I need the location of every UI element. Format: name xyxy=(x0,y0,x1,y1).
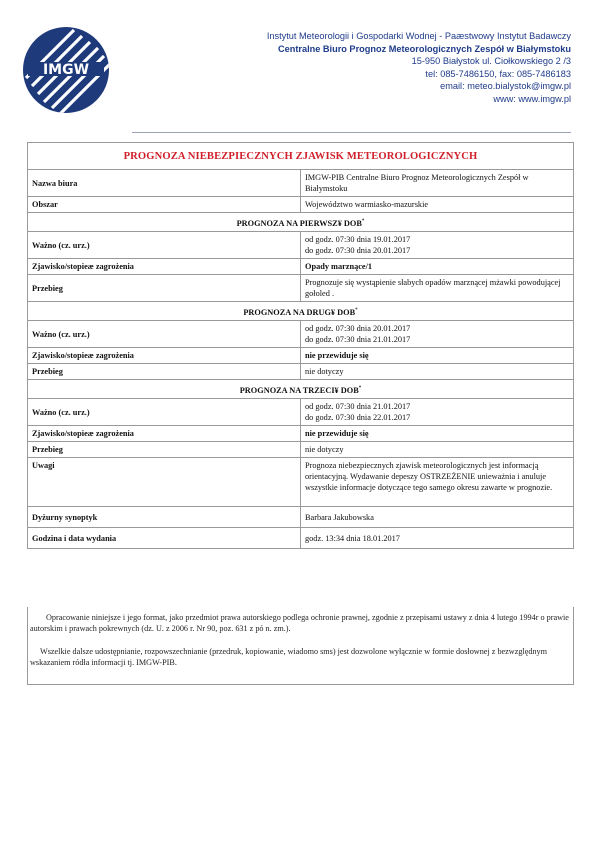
day2-valid-label: Ważno (cz. urz.) xyxy=(28,321,301,348)
day1-course-row xyxy=(28,275,574,302)
day1-heading-row xyxy=(28,213,574,232)
day1-phenomenon-label: Zjawisko/stopieæ zagrożenia xyxy=(28,259,301,275)
day1-valid-row xyxy=(28,232,574,259)
day3-heading: PROGNOZA NA TRZECI¥ DOB* xyxy=(28,380,574,399)
area-row xyxy=(28,197,574,213)
area-label: Obszar xyxy=(28,197,301,213)
day3-course-row xyxy=(28,442,574,458)
office-row xyxy=(28,170,574,197)
phone-fax: tel: 085-7486150, fax: 085-7486183 xyxy=(425,68,571,79)
office-value: IMGW-PIB Centralne Biuro Prognoz Meteorologicznych Zespół w Białymstoku xyxy=(301,170,574,197)
distribution-notice: Wszelkie dalsze udostępnianie, rozpowszechnianie (przedruk, kopiowanie, wiadomo sms) jest dozwolone wyłącznie w formie dosłownej z bezwzględnym wskazaniem ródła informacji tj. IMGW-PIB. xyxy=(30,647,548,668)
day2-heading: PROGNOZA NA DRUG¥ DOB* xyxy=(28,302,574,321)
day3-valid-row xyxy=(28,399,574,426)
day1-heading: PROGNOZA NA PIERWSZ¥ DOB* xyxy=(28,213,574,232)
day1-phenomenon-value: Opady marznące/1 xyxy=(301,259,574,275)
day1-course-label: Przebieg xyxy=(28,275,301,302)
forecaster-row xyxy=(28,507,574,528)
day2-phenomenon-label: Zjawisko/stopieæ zagrożenia xyxy=(28,348,301,364)
institute-header xyxy=(267,30,571,106)
day2-phenomenon-value: nie przewiduje się xyxy=(301,348,574,364)
forecaster-value: Barbara Jakubowska xyxy=(301,507,574,528)
remarks-value: Prognoza niebezpiecznych zjawisk meteorologicznych jest informacją orientacyjną. Wydawanie depeszy OSTRZEŻENIE unieważnia i anuluje wszystkie informacje dotyczące tego samego okresu zawarte w prognozie. xyxy=(301,458,574,507)
day1-phenomenon-row xyxy=(28,259,574,275)
day3-valid-value: od godz. 07:30 dnia 21.01.2017 do godz. 07:30 dnia 22.01.2017 xyxy=(301,399,574,426)
day2-phenomenon-row xyxy=(28,348,574,364)
day2-heading-row xyxy=(28,302,574,321)
day2-course-row xyxy=(28,364,574,380)
website: www: www.imgw.pl xyxy=(493,93,571,104)
title-row xyxy=(28,143,574,170)
copyright-notice: Opracowanie niniejsze i jego format, jako przedmiot prawa autorskiego podlega ochronie prawnej, zgodnie z przepisami ustawy z dnia 4 lutego 1994r o prawie autorskim i prawach pokrewnych (dz. U. z 2006 r. Nr 90, poz. 631 z pó n. zm.). xyxy=(30,613,569,634)
day2-valid-row xyxy=(28,321,574,348)
imgw-logo xyxy=(22,26,110,114)
area-value: Województwo warmiasko-mazurskie xyxy=(301,197,574,213)
day2-valid-value: od godz. 07:30 dnia 20.01.2017 do godz. 07:30 dnia 21.01.2017 xyxy=(301,321,574,348)
issued-label: Godzina i data wydania xyxy=(28,528,301,549)
remarks-row xyxy=(28,458,574,507)
day3-course-value: nie dotyczy xyxy=(301,442,574,458)
day2-course-value: nie dotyczy xyxy=(301,364,574,380)
day1-valid-value: od godz. 07:30 dnia 19.01.2017 do godz. 07:30 dnia 20.01.2017 xyxy=(301,232,574,259)
day3-heading-row xyxy=(28,380,574,399)
remarks-label: Uwagi xyxy=(28,458,301,507)
office-label: Nazwa biura xyxy=(28,170,301,197)
forecaster-label: Dyżurny synoptyk xyxy=(28,507,301,528)
day3-phenomenon-row xyxy=(28,426,574,442)
day3-phenomenon-label: Zjawisko/stopieæ zagrożenia xyxy=(28,426,301,442)
issued-value: godz. 13:34 dnia 18.01.2017 xyxy=(301,528,574,549)
email: email: meteo.bialystok@imgw.pl xyxy=(440,81,571,92)
day3-phenomenon-value: nie przewiduje się xyxy=(301,426,574,442)
day1-valid-label: Ważno (cz. urz.) xyxy=(28,232,301,259)
address: 15-950 Białystok ul. Ciołkowskiego 2 /3 xyxy=(411,56,571,67)
day2-course-label: Przebieg xyxy=(28,364,301,380)
day1-course-value: Prognozuje się wystąpienie słabych opadów marznącej mżawki powodującej gołoled . xyxy=(301,275,574,302)
institute-name: Instytut Meteorologii i Gospodarki Wodnej - Paæstwowy Instytut Badawczy xyxy=(266,31,571,41)
issued-row xyxy=(28,528,574,549)
logo-text: IMGW xyxy=(42,62,90,78)
office-name: Centralne Biuro Prognoz Meteorologicznych Zespół w Białymstoku xyxy=(277,43,571,54)
day3-valid-label: Ważno (cz. urz.) xyxy=(28,399,301,426)
forecast-table xyxy=(27,142,574,549)
day3-course-label: Przebieg xyxy=(28,442,301,458)
header-divider xyxy=(132,132,571,133)
document-title: PROGNOZA NIEBEZPIECZNYCH ZJAWISK METEOROLOGICZNYCH xyxy=(28,143,574,170)
